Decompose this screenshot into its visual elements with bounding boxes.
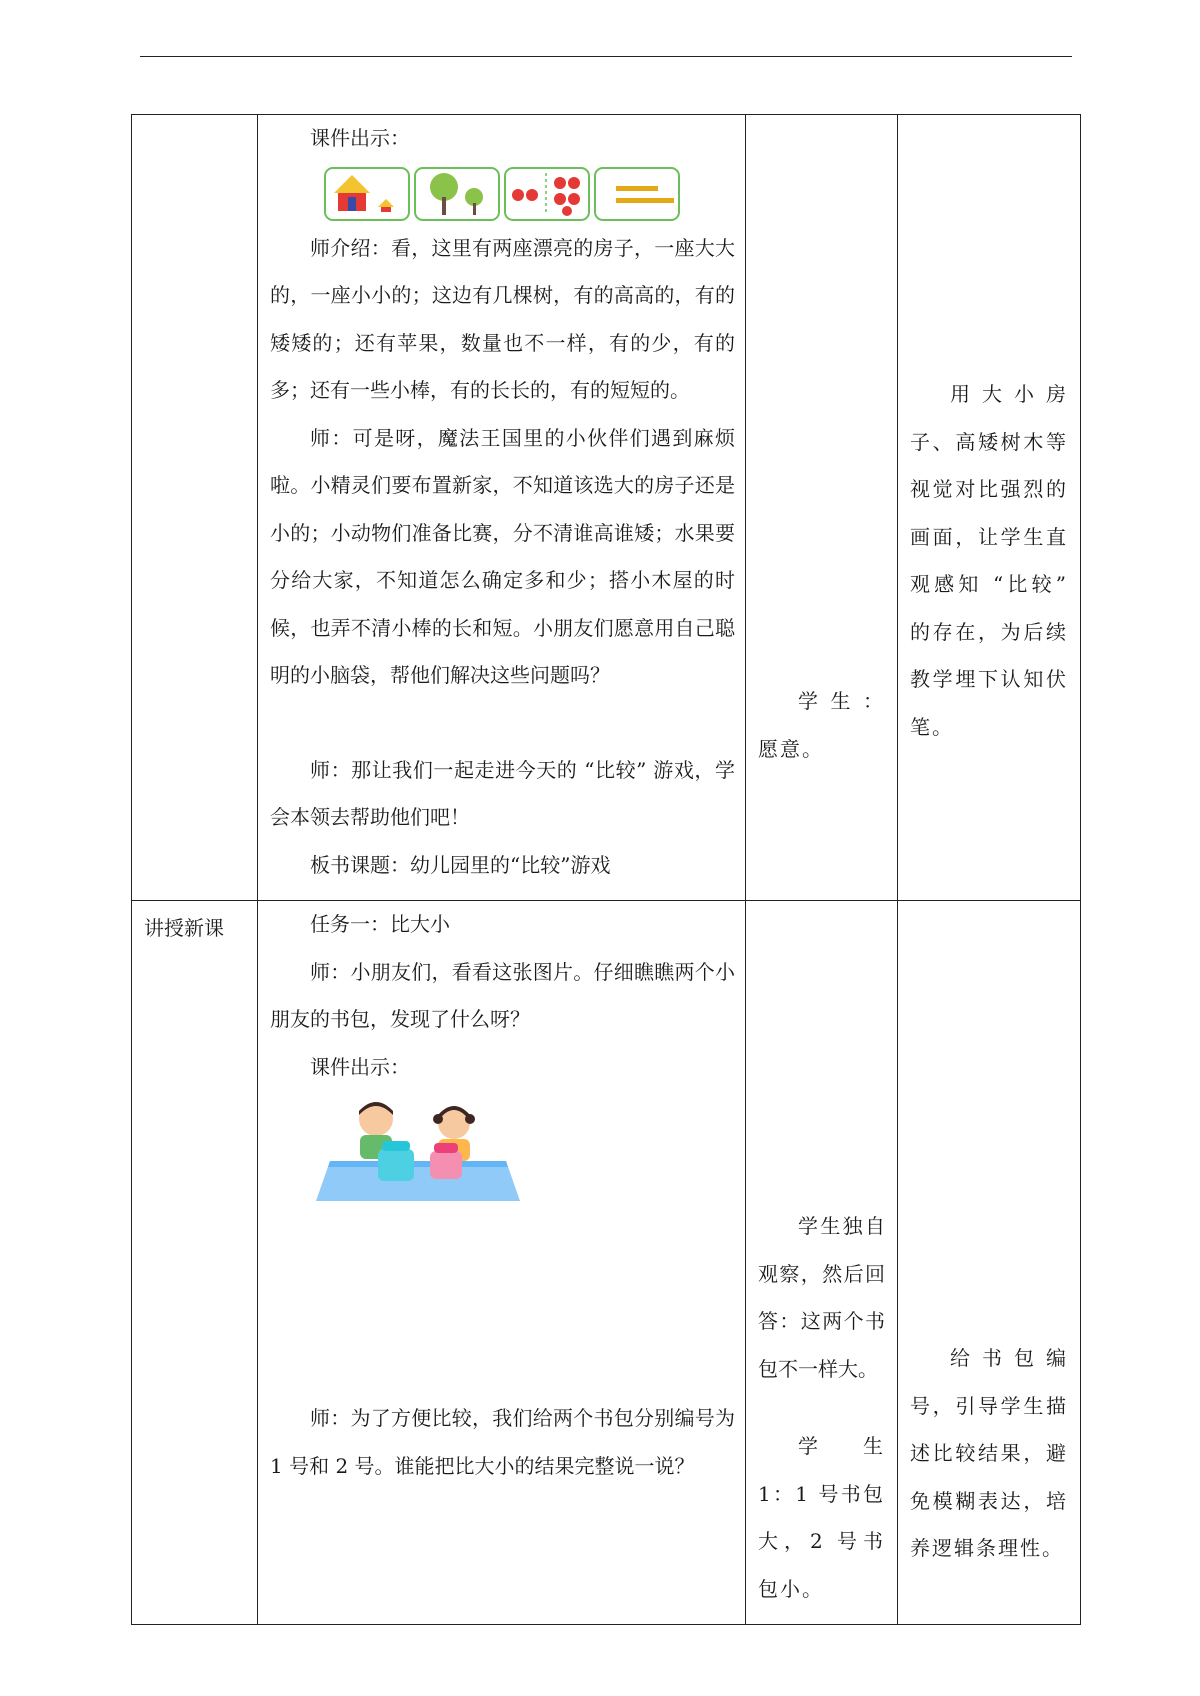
sticks-icon: [594, 167, 680, 221]
house-icon: [324, 167, 410, 221]
design-purpose-text: 给书包编号，引导学生描述比较结果，避免模糊表达，培养逻辑条理性。: [910, 1346, 1068, 1560]
stage-label: [132, 115, 257, 900]
teacher-question: 师：小朋友们，看看这张图片。仔细瞧瞧两个小朋友的书包，发现了什么呀？: [270, 959, 735, 1031]
teacher-numbering-paragraph: 师：为了方便比较，我们给两个书包分别编号为 1 号和 2 号。谁能把比大小的结果完整说一说？: [270, 1406, 735, 1478]
table-row: [132, 901, 1081, 1625]
student-activity-cell: [746, 115, 898, 901]
apples-icon: [504, 167, 590, 221]
stage-cell: [132, 115, 258, 901]
student-activity-cell: [746, 901, 898, 1625]
header-rule: [140, 56, 1072, 57]
design-purpose-cell: [898, 901, 1081, 1625]
teacher-story-paragraph: 师：可是呀，魔法王国里的小伙伴们遇到麻烦啦。小精灵们要布置新家，不知道该选大的房子还是小的；小动物们准备比赛，分不清谁高谁矮；水果要分给大家，不知道怎么确定多和少；搭小木屋的时候，也弄不清小棒的长和短。小朋友们愿意用自己聪明的小脑袋，帮他们解决这些问题吗？: [270, 425, 735, 687]
student-observation: 学生独自观察，然后回答：这两个书包不一样大。: [758, 1214, 885, 1381]
teacher-invite-paragraph: 师：那让我们一起走进今天的 “比较” 游戏，学会本领去帮助他们吧！: [270, 757, 735, 829]
lesson-plan-table: [131, 114, 1081, 1625]
task-heading: 任务一：比大小: [310, 912, 450, 936]
student-response: 学生：愿意。: [758, 689, 885, 761]
courseware-label: 课件出示：: [310, 126, 410, 150]
design-purpose-text: 用大小房子、高矮树木等视觉对比强烈的画面，让学生直观感知 “比较” 的存在，为后续教学埋下认知伏笔。: [910, 382, 1068, 739]
trees-icon: [414, 167, 500, 221]
teacher-activity-cell: [258, 115, 746, 901]
courseware-label: 课件出示：: [310, 1054, 410, 1079]
design-purpose-cell: [898, 115, 1081, 901]
teacher-intro-paragraph: 师介绍：看，这里有两座漂亮的房子，一座大大的，一座小小的；这边有几棵树，有的高高的，有的矮矮的；还有苹果，数量也不一样，有的少，有的多；还有一些小棒，有的长长的，有的短短的。: [270, 235, 735, 402]
student-answer: 学生 1：1 号书包大，2 号书包小。: [758, 1434, 885, 1601]
stage-label: 讲授新课: [144, 916, 224, 940]
children-backpacks-illustration: [310, 1097, 530, 1209]
teacher-activity-cell: [258, 901, 746, 1625]
table-row: [132, 115, 1081, 901]
stage-cell: [132, 901, 258, 1625]
courseware-icons: [270, 163, 735, 225]
board-title-paragraph: 板书课题：幼儿园里的“比较”游戏: [310, 852, 611, 877]
